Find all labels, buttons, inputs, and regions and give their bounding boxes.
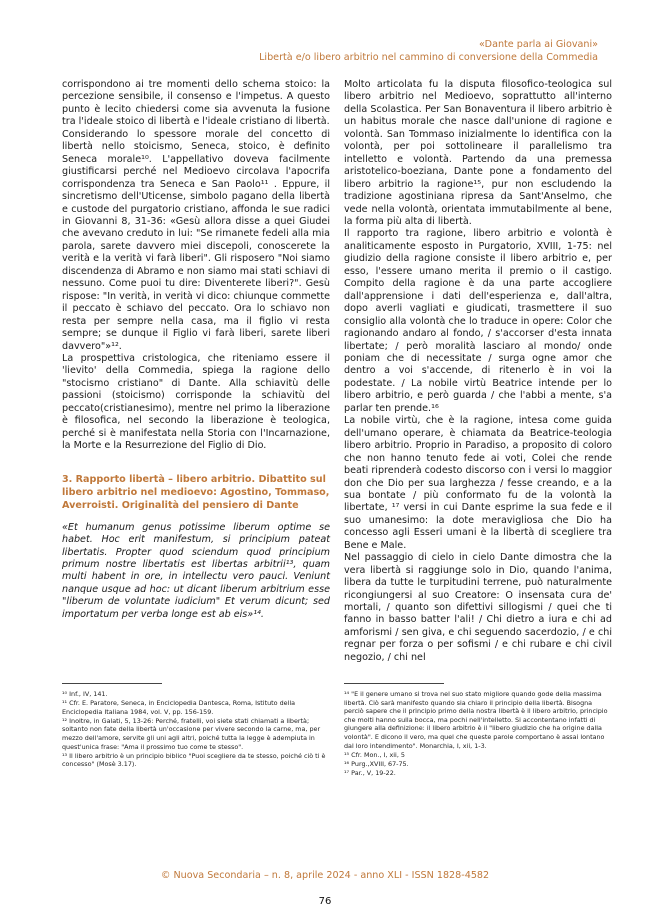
body-paragraph: Nel passaggio di cielo in cielo Dante dimostra che la vera libertà si raggiunge solo in Dio, quando l'anima, libera da tutte le turpitudini terrene, può naturalmente ricongiungersi al suo Creatore: O insensata cura de' mortali, / quanto son difettivi sillogismi / quei che ti fanno in basso batter l'ali! / Chi dietro a iura e chi ad amforismi / sen giva, e chi seguendo sacerdozio, / e chi regnar per forza o per sofismi / e chi rubare e chi civil negozio, / chi nel	[344, 552, 612, 663]
running-header	[259, 38, 598, 64]
section-heading: 3. Rapporto libertà – libero arbitrio. Dibattito sul libero arbitrio nel medioevo: Agostino, Tommaso, Averroisti. Originalità del pensiero di Dante	[62, 473, 330, 511]
footnote: ¹³ Il libero arbitrio è un principio biblico "Puoi scegliere da te stesso, poiché ciò ti è concesso" (Mosè 3.17).	[62, 751, 326, 769]
body-paragraph: Molto articolata fu la disputa filosofico-teologica sul libero arbitrio nel Medioevo, soprattutto all'interno della Scolastica. Per San Bonaventura il libero arbitrio è un habitus morale che nasce dall'unione di ragione e volontà. San Tommaso inizialmente lo identifica con la volontà, per poi sottolineare il parallelismo tra intelletto e volontà. Partendo da una premessa aristotelico-boeziana, Dante pone a fondamento del libero arbitrio la ragione¹⁵, pur non escludendo la tradizione agostiniana ripresa da Sant'Anselmo, che vede nella volontà, orientata immutabilmente al bene, la forma più alta di libertà.	[344, 79, 612, 227]
page-footer: © Nuova Secondaria – n. 8, aprile 2024 - anno XLI - ISSN 1828-4582	[160, 870, 490, 881]
body-paragraph: corrispondono ai tre momenti dello schema stoico: la percezione sensibile, il consenso e l'impetus. A questo punto è lecito chiedersi come sia avvenuta la fusione tra l'ideale stoico di libertà e l'ideale cristiano di libertà.	[62, 79, 330, 128]
body-paragraph: La nobile virtù, che è la ragione, intesa come guida dell'umano operare, è chiamata da Beatrice-teologia libero arbitrio. Proprio in Paradiso, a proposito di coloro che non hanno tenuto fede ai voti, Colei che rende beati riprenderà codesto discorso con i versi lo maggior don che Dio per sua larghezza / fesse creando, e a la sua bontate / più conformato fu de la volontà la libertate, ¹⁷ versi in cui Dante esprime la sua fede e il suo umanesimo: la dote meravigliosa che Dio ha concesso agli Esseri umani è la libertà di scegliere tra Bene e Male.	[344, 415, 612, 551]
body-paragraph: La prospettiva cristologica, che riteniamo essere il 'lievito' della Commedia, spiega la ragione dello "stocismo cristiano" di Dante. Alla schiavitù delle passioni (stoicismo) corrisponde la schiavitù del peccato(cristianesimo), mentre nel primo la liberazione è filosofica, nel secondo la liberazione è teologica, perché si è manifestata nella Storia con l'Incarnazione, la Morte e la Resurrezione del Figlio di Dio.	[62, 352, 330, 452]
footnote: ¹⁴ "E il genere umano si trova nel suo stato migliore quando gode della massima libertà. Ciò sarà manifesto quando sia chiaro il principio della libertà. Bisogna perciò sapere che il principio primo della nostra libertà è il libero arbitrio, principio che molti hanno sulla bocca, ma pochi nell'intelletto. Si accontentano infatti di giungere alla definizione: il libero arbitrio è il "libero giudizio che ha origine dalla volontà". E dicono il vero, ma quel che queste parole comportano è assai lontano dal loro intendimento". Monarchia, I, xii, 1-3.	[344, 690, 608, 750]
footnote: ¹⁵ Cfr. Mon., I, xii, 5	[344, 750, 405, 759]
footnotes-left	[62, 690, 330, 769]
footnote-divider	[62, 683, 162, 684]
page-number: 76	[318, 896, 332, 907]
footnote-divider	[344, 683, 444, 684]
footnote: ¹⁷ Par., V, 19-22.	[344, 768, 396, 777]
left-column	[62, 79, 330, 621]
right-column	[344, 79, 612, 664]
footnote: ¹⁶ Purg.,XVIII, 67-75.	[344, 759, 409, 768]
footnote: ¹¹ Cfr. E. Paratore, Seneca, in Enciclopedia Dantesca, Roma, Istituto della Enciclopedia Italiana 1984, vol. V, pp. 156-159.	[62, 699, 296, 716]
journal-title: «Dante parla ai Giovani»	[478, 39, 598, 50]
body-paragraph: Considerando lo spessore morale del concetto di libertà nello stoicismo, Seneca, stoico, è definito Seneca morale¹⁰. L'appellativo doveva facilmente giustificarsi perché nel Medioevo circolava l'apocrifa corrispondenza tra Seneca e San Paolo¹¹ . Eppure, il sincretismo dell'Uticense, simbolo pagano della libertà e custode del purgatorio cristiano, affonda le sue radici in Giovanni 8, 31-36: «Gesù allora disse a quei Giudei che avevano creduto in lui: "Se rimanete fedeli alla mia parola, sarete davvero miei discepoli, conoscerete la verità e la verità vi farà liberi". Gli risposero "Noi siamo discendenza di Abramo e non siamo mai stati schiavi di nessuno. Come puoi tu dire: Diventerete liberi?". Gesù rispose: "In verità, in verità vi dico: chiunque commette il peccato è schiavo del peccato. Ora lo schiavo non resta per sempre nella casa, ma il figlio vi resta sempre; se dunque il Figlio vi farà liberi, sarete liberi davvero"»¹².	[62, 128, 330, 352]
footnotes-right	[344, 690, 612, 778]
footnote: ¹⁰ Inf., IV, 141.	[62, 690, 108, 698]
body-paragraph: Il rapporto tra ragione, libero arbitrio e volontà è analiticamente esposto in Purgatorio, XVIII, 1-75: nel giudizio della ragione consiste il libero arbitrio e, per esso, l'essere umano merita il premio o il castigo. Compito della ragione è da una parte accogliere dall'apprensione i dati dell'esperienza e, dall'altra, dopo averli vagliati e giudicati, trasmettere il suo consiglio alla volontà che lo traduce in opere: Color che ragionando andaro al fondo, / s'accorser d'esta innata libertate; / però moralità lasciaro al mondo/ onde poniam che di necessitate / surga ogne amor che dentro a voi s'accende, di ritenerlo è in voi la podestate. / La nobile virtù Beatrice intende per lo libero arbitrio, e però guarda / che l'abbi a mente, s'a parlar ten prende.¹⁶	[344, 228, 612, 414]
latin-quote: «Et humanum genus potissime liberum optime se habet. Hoc erit manifestum, si principium pateat libertatis. Propter quod sciendum quod principium primum nostre libertatis est libertas arbitrii¹³, quam multi habent in ore, in intellectu vero pauci. Veniunt nanque usque ad hoc: ut dicant liberum arbitrium esse "liberum de voluntate iudicium" Et verum dicunt; sed importatum per verba longe est ab eis»¹⁴.	[62, 521, 330, 620]
footnote: ¹² Inoltre, in Galati, 5, 13-26: Perché, fratelli, voi siete stati chiamati a libertà; soltanto non fate della libertà un'occasione per vivere secondo la carne, ma, per mezzo dell'amore, servite gli uni agli altri, poiché tutta la legge è adempiuta in quest'unica frase: "Ama il prossimo tuo come te stesso".	[62, 716, 321, 751]
article-title: Libertà e/o libero arbitrio nel cammino di conversione della Commedia	[259, 52, 598, 63]
